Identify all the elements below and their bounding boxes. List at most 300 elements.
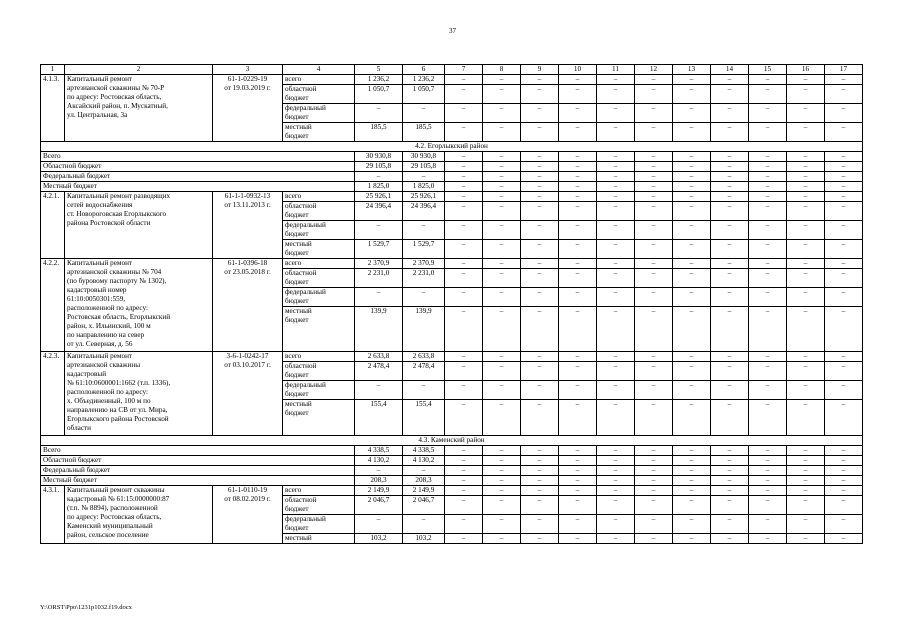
- empty-cell-dash: –: [825, 162, 863, 172]
- total-label: Всего: [41, 152, 355, 162]
- empty-cell-dash: –: [673, 496, 711, 515]
- empty-cell-dash: –: [673, 172, 711, 182]
- text-line: федеральный: [285, 515, 326, 523]
- empty-cell-dash: –: [483, 534, 521, 544]
- column-header: 3: [213, 65, 283, 75]
- text-line: бюджет: [285, 505, 309, 513]
- empty-cell-dash: –: [483, 162, 521, 172]
- value-col5: 2 046,7: [355, 496, 403, 515]
- empty-cell-dash: –: [483, 152, 521, 162]
- item-description: [65, 352, 213, 436]
- text-line: бюджет: [285, 524, 309, 532]
- empty-cell-dash: –: [673, 534, 711, 544]
- empty-cell-dash: –: [635, 269, 673, 288]
- empty-cell-dash: –: [825, 476, 863, 486]
- text-line: федеральный: [285, 288, 326, 296]
- empty-cell-dash: –: [559, 400, 597, 436]
- value-col5: 2 231,0: [355, 269, 403, 288]
- budget-type-label: [283, 362, 355, 381]
- empty-cell-dash: –: [749, 192, 787, 202]
- value-col5: 139,9: [355, 307, 403, 352]
- text-line: № 61:10:0600001:1662 (т.п. 1336),: [67, 379, 171, 387]
- empty-cell-dash: –: [597, 486, 635, 496]
- empty-cell-dash: –: [749, 496, 787, 515]
- empty-cell-dash: –: [445, 75, 483, 85]
- empty-cell-dash: –: [559, 496, 597, 515]
- empty-cell-dash: –: [787, 85, 825, 104]
- empty-cell-dash: –: [825, 446, 863, 456]
- empty-cell-dash: –: [825, 456, 863, 466]
- item-row: [41, 75, 863, 85]
- empty-cell-dash: –: [787, 123, 825, 142]
- value-col5: 1 050,7: [355, 85, 403, 104]
- empty-cell-dash: –: [483, 75, 521, 85]
- empty-cell-dash: –: [825, 152, 863, 162]
- empty-cell-dash: –: [483, 288, 521, 307]
- empty-cell-dash: –: [749, 446, 787, 456]
- empty-cell-dash: –: [483, 221, 521, 240]
- item-description: [65, 75, 213, 142]
- total-label: Областной бюджет: [41, 162, 355, 172]
- empty-cell-dash: –: [749, 362, 787, 381]
- empty-cell-dash: –: [673, 202, 711, 221]
- text-line: бюджет: [285, 409, 309, 417]
- text-line: местный: [285, 307, 312, 315]
- empty-cell-dash: –: [711, 269, 749, 288]
- empty-cell-dash: –: [711, 202, 749, 221]
- text-line: федеральный: [285, 104, 326, 112]
- text-line: от 08.02.2019 г.: [224, 495, 271, 503]
- empty-cell-dash: –: [635, 123, 673, 142]
- empty-cell-dash: –: [673, 466, 711, 476]
- value-col5: 208,3: [355, 476, 403, 486]
- section-row: [41, 436, 863, 446]
- text-line: по адресу: Ростовская область,: [67, 513, 162, 521]
- empty-cell-dash: –: [521, 221, 559, 240]
- text-line: местный: [285, 123, 312, 131]
- empty-cell-dash: –: [749, 221, 787, 240]
- text-line: Капитальный ремонт: [67, 259, 133, 267]
- empty-cell-dash: –: [749, 456, 787, 466]
- budget-type-label: [283, 85, 355, 104]
- empty-cell-dash: –: [597, 192, 635, 202]
- empty-cell-dash: –: [521, 446, 559, 456]
- empty-cell-dash: –: [673, 381, 711, 400]
- empty-cell-dash: –: [597, 352, 635, 362]
- column-header: 10: [559, 65, 597, 75]
- empty-cell-dash: –: [597, 162, 635, 172]
- value-col5: 2 633,8: [355, 352, 403, 362]
- empty-cell-dash: –: [483, 104, 521, 123]
- text-line: кадастровый № 61:15:0000000:87: [67, 495, 170, 503]
- text-line: кадастровый: [67, 370, 107, 378]
- value-col5: 2 478,4: [355, 362, 403, 381]
- empty-cell-dash: –: [749, 352, 787, 362]
- text-line: области: [67, 424, 92, 432]
- item-code: [213, 192, 283, 259]
- empty-cell-dash: –: [749, 202, 787, 221]
- empty-cell-dash: –: [711, 466, 749, 476]
- empty-cell-dash: –: [635, 192, 673, 202]
- empty-cell-dash: –: [445, 381, 483, 400]
- empty-cell-dash: –: [711, 85, 749, 104]
- empty-cell-dash: –: [635, 259, 673, 269]
- empty-cell-dash: –: [673, 476, 711, 486]
- text-line: всего: [285, 259, 302, 267]
- text-line: областной: [285, 362, 317, 370]
- text-line: от 23.05.2018 г.: [224, 268, 271, 276]
- text-line: 61-1-0229-19: [227, 75, 268, 83]
- empty-cell-dash: –: [749, 162, 787, 172]
- column-header: 13: [673, 65, 711, 75]
- empty-cell-dash: –: [445, 307, 483, 352]
- value-col5: 103,2: [355, 534, 403, 544]
- empty-cell-dash: –: [825, 259, 863, 269]
- empty-cell-dash: –: [521, 75, 559, 85]
- value-col6: 2 633,8: [403, 352, 445, 362]
- value-col6: –: [403, 172, 445, 182]
- text-line: артезианской скважины № 70-Р: [67, 84, 165, 92]
- empty-cell-dash: –: [711, 104, 749, 123]
- empty-cell-dash: –: [787, 307, 825, 352]
- empty-cell-dash: –: [635, 400, 673, 436]
- empty-cell-dash: –: [483, 446, 521, 456]
- text-line: бюджет: [285, 278, 309, 286]
- empty-cell-dash: –: [597, 240, 635, 259]
- empty-cell-dash: –: [711, 534, 749, 544]
- item-number: 4.2.3.: [41, 352, 65, 436]
- text-line: бюджет: [285, 230, 309, 238]
- empty-cell-dash: –: [597, 75, 635, 85]
- empty-cell-dash: –: [597, 446, 635, 456]
- empty-cell-dash: –: [635, 221, 673, 240]
- value-col5: 4 338,5: [355, 446, 403, 456]
- empty-cell-dash: –: [711, 486, 749, 496]
- empty-cell-dash: –: [483, 466, 521, 476]
- empty-cell-dash: –: [749, 381, 787, 400]
- text-line: Капитальный ремонт разводящих: [67, 192, 171, 200]
- total-row: [41, 172, 863, 182]
- column-header: 15: [749, 65, 787, 75]
- item-number: 4.1.3.: [41, 75, 65, 142]
- column-header: 8: [483, 65, 521, 75]
- value-col6: 1 825,0: [403, 182, 445, 192]
- empty-cell-dash: –: [483, 456, 521, 466]
- empty-cell-dash: –: [787, 192, 825, 202]
- empty-cell-dash: –: [825, 496, 863, 515]
- empty-cell-dash: –: [673, 221, 711, 240]
- empty-cell-dash: –: [711, 400, 749, 436]
- value-col6: 139,9: [403, 307, 445, 352]
- empty-cell-dash: –: [825, 104, 863, 123]
- empty-cell-dash: –: [749, 240, 787, 259]
- item-row: [41, 259, 863, 269]
- empty-cell-dash: –: [787, 259, 825, 269]
- empty-cell-dash: –: [521, 486, 559, 496]
- empty-cell-dash: –: [445, 240, 483, 259]
- empty-cell-dash: –: [711, 515, 749, 534]
- empty-cell-dash: –: [787, 515, 825, 534]
- text-line: 3-6-1-0242-17: [226, 352, 269, 360]
- empty-cell-dash: –: [635, 172, 673, 182]
- empty-cell-dash: –: [635, 85, 673, 104]
- empty-cell-dash: –: [559, 192, 597, 202]
- item-description: [65, 259, 213, 352]
- empty-cell-dash: –: [673, 269, 711, 288]
- empty-cell-dash: –: [483, 381, 521, 400]
- empty-cell-dash: –: [597, 534, 635, 544]
- empty-cell-dash: –: [597, 496, 635, 515]
- empty-cell-dash: –: [635, 486, 673, 496]
- budget-type-label: [283, 202, 355, 221]
- empty-cell-dash: –: [749, 400, 787, 436]
- budget-type-label: [283, 352, 355, 362]
- empty-cell-dash: –: [749, 307, 787, 352]
- empty-cell-dash: –: [521, 240, 559, 259]
- empty-cell-dash: –: [559, 362, 597, 381]
- text-line: от 03.10.2017 г.: [224, 361, 271, 369]
- total-row: [41, 446, 863, 456]
- total-row: [41, 466, 863, 476]
- empty-cell-dash: –: [635, 288, 673, 307]
- item-code: [213, 486, 283, 544]
- text-line: бюджет: [285, 390, 309, 398]
- empty-cell-dash: –: [711, 381, 749, 400]
- budget-type-label: [283, 75, 355, 85]
- section-title: 4.2. Егорлыкский район: [41, 142, 863, 152]
- section-row: [41, 142, 863, 152]
- empty-cell-dash: –: [597, 85, 635, 104]
- empty-cell-dash: –: [559, 307, 597, 352]
- empty-cell-dash: –: [483, 192, 521, 202]
- value-col6: –: [403, 515, 445, 534]
- empty-cell-dash: –: [559, 240, 597, 259]
- empty-cell-dash: –: [787, 466, 825, 476]
- empty-cell-dash: –: [521, 85, 559, 104]
- empty-cell-dash: –: [787, 486, 825, 496]
- empty-cell-dash: –: [787, 534, 825, 544]
- budget-type-label: [283, 259, 355, 269]
- empty-cell-dash: –: [635, 307, 673, 352]
- value-col6: 2 370,9: [403, 259, 445, 269]
- text-line: бюджет: [285, 94, 309, 102]
- empty-cell-dash: –: [749, 85, 787, 104]
- value-col5: 29 105,8: [355, 162, 403, 172]
- text-line: Егорлыкского района Ростовской: [67, 415, 169, 423]
- text-line: местный: [285, 240, 312, 248]
- empty-cell-dash: –: [597, 221, 635, 240]
- empty-cell-dash: –: [445, 496, 483, 515]
- empty-cell-dash: –: [711, 446, 749, 456]
- empty-cell-dash: –: [635, 352, 673, 362]
- text-line: всего: [285, 75, 302, 83]
- item-number: 4.2.1.: [41, 192, 65, 259]
- value-col6: –: [403, 288, 445, 307]
- empty-cell-dash: –: [711, 496, 749, 515]
- text-line: бюджет: [285, 297, 309, 305]
- empty-cell-dash: –: [749, 152, 787, 162]
- empty-cell-dash: –: [445, 85, 483, 104]
- empty-cell-dash: –: [521, 162, 559, 172]
- total-row: [41, 182, 863, 192]
- budget-type-label: [283, 240, 355, 259]
- total-label: Федеральный бюджет: [41, 172, 355, 182]
- empty-cell-dash: –: [597, 152, 635, 162]
- empty-cell-dash: –: [483, 476, 521, 486]
- text-line: Каменский муниципальный: [67, 522, 153, 530]
- value-col6: 2 149,9: [403, 486, 445, 496]
- empty-cell-dash: –: [711, 240, 749, 259]
- text-line: 61-1-0396-18: [227, 259, 268, 267]
- empty-cell-dash: –: [711, 476, 749, 486]
- text-line: 61-1-0110-19: [227, 486, 268, 494]
- empty-cell-dash: –: [749, 104, 787, 123]
- total-row: [41, 456, 863, 466]
- empty-cell-dash: –: [635, 476, 673, 486]
- text-line: (по буровому паспорту № 1302),: [67, 277, 167, 285]
- empty-cell-dash: –: [787, 476, 825, 486]
- column-header: 4: [283, 65, 355, 75]
- empty-cell-dash: –: [787, 269, 825, 288]
- empty-cell-dash: –: [711, 307, 749, 352]
- empty-cell-dash: –: [521, 202, 559, 221]
- empty-cell-dash: –: [559, 75, 597, 85]
- empty-cell-dash: –: [635, 515, 673, 534]
- value-col6: 103,2: [403, 534, 445, 544]
- empty-cell-dash: –: [673, 75, 711, 85]
- empty-cell-dash: –: [711, 152, 749, 162]
- empty-cell-dash: –: [559, 352, 597, 362]
- empty-cell-dash: –: [787, 362, 825, 381]
- empty-cell-dash: –: [445, 162, 483, 172]
- section-title: 4.3. Каменский район: [41, 436, 863, 446]
- value-col6: 2 478,4: [403, 362, 445, 381]
- empty-cell-dash: –: [635, 446, 673, 456]
- empty-cell-dash: –: [445, 400, 483, 436]
- item-row: [41, 486, 863, 496]
- budget-type-label: [283, 192, 355, 202]
- empty-cell-dash: –: [711, 182, 749, 192]
- empty-cell-dash: –: [445, 466, 483, 476]
- text-line: бюджет: [285, 371, 309, 379]
- empty-cell-dash: –: [673, 400, 711, 436]
- empty-cell-dash: –: [483, 259, 521, 269]
- text-line: район, сельское поселение: [67, 531, 149, 539]
- empty-cell-dash: –: [749, 515, 787, 534]
- empty-cell-dash: –: [749, 534, 787, 544]
- empty-cell-dash: –: [445, 123, 483, 142]
- empty-cell-dash: –: [787, 288, 825, 307]
- empty-cell-dash: –: [445, 446, 483, 456]
- text-line: Аксайский район, п. Мускатный,: [67, 102, 168, 110]
- empty-cell-dash: –: [521, 496, 559, 515]
- budget-table: [40, 64, 863, 544]
- empty-cell-dash: –: [559, 288, 597, 307]
- empty-cell-dash: –: [559, 456, 597, 466]
- empty-cell-dash: –: [559, 104, 597, 123]
- empty-cell-dash: –: [483, 172, 521, 182]
- item-description: [65, 486, 213, 544]
- empty-cell-dash: –: [787, 496, 825, 515]
- total-label: Областной бюджет: [41, 456, 355, 466]
- empty-cell-dash: –: [483, 352, 521, 362]
- empty-cell-dash: –: [597, 259, 635, 269]
- value-col6: 4 130,2: [403, 456, 445, 466]
- item-code: [213, 75, 283, 142]
- empty-cell-dash: –: [711, 288, 749, 307]
- empty-cell-dash: –: [445, 269, 483, 288]
- value-col5: 1 236,2: [355, 75, 403, 85]
- value-col6: –: [403, 466, 445, 476]
- empty-cell-dash: –: [521, 352, 559, 362]
- empty-cell-dash: –: [673, 152, 711, 162]
- empty-cell-dash: –: [521, 288, 559, 307]
- empty-cell-dash: –: [673, 446, 711, 456]
- empty-cell-dash: –: [559, 269, 597, 288]
- empty-cell-dash: –: [673, 192, 711, 202]
- empty-cell-dash: –: [825, 534, 863, 544]
- value-col5: –: [355, 104, 403, 123]
- text-line: бюджет: [285, 211, 309, 219]
- empty-cell-dash: –: [521, 269, 559, 288]
- budget-type-label: [283, 515, 355, 534]
- empty-cell-dash: –: [825, 352, 863, 362]
- value-col5: –: [355, 515, 403, 534]
- empty-cell-dash: –: [635, 152, 673, 162]
- text-line: направлению на СВ от ул. Мира,: [67, 406, 168, 414]
- text-line: бюджет: [285, 249, 309, 257]
- budget-type-label: [283, 400, 355, 436]
- empty-cell-dash: –: [749, 486, 787, 496]
- empty-cell-dash: –: [673, 240, 711, 259]
- text-line: всего: [285, 352, 302, 360]
- empty-cell-dash: –: [445, 534, 483, 544]
- empty-cell-dash: –: [673, 515, 711, 534]
- text-line: областной: [285, 85, 317, 93]
- file-path-footer: Y:\ORST\Ppo\1231p1032.f19.docx: [40, 604, 132, 611]
- value-col6: 4 338,5: [403, 446, 445, 456]
- value-col6: 29 105,8: [403, 162, 445, 172]
- empty-cell-dash: –: [825, 75, 863, 85]
- column-header: 16: [787, 65, 825, 75]
- text-line: федеральный: [285, 381, 326, 389]
- empty-cell-dash: –: [711, 456, 749, 466]
- empty-cell-dash: –: [673, 362, 711, 381]
- value-col5: –: [355, 288, 403, 307]
- empty-cell-dash: –: [445, 515, 483, 534]
- empty-cell-dash: –: [521, 259, 559, 269]
- empty-cell-dash: –: [597, 123, 635, 142]
- empty-cell-dash: –: [787, 152, 825, 162]
- empty-cell-dash: –: [445, 288, 483, 307]
- empty-cell-dash: –: [597, 288, 635, 307]
- value-col5: 2 149,9: [355, 486, 403, 496]
- value-col5: 24 396,4: [355, 202, 403, 221]
- empty-cell-dash: –: [483, 269, 521, 288]
- text-line: по направлению на север: [67, 331, 145, 339]
- text-line: всего: [285, 192, 302, 200]
- empty-cell-dash: –: [483, 486, 521, 496]
- empty-cell-dash: –: [673, 307, 711, 352]
- empty-cell-dash: –: [597, 476, 635, 486]
- value-col6: 2 231,0: [403, 269, 445, 288]
- column-header: 6: [403, 65, 445, 75]
- empty-cell-dash: –: [787, 381, 825, 400]
- value-col6: 1 050,7: [403, 85, 445, 104]
- empty-cell-dash: –: [825, 288, 863, 307]
- empty-cell-dash: –: [445, 486, 483, 496]
- column-header: 11: [597, 65, 635, 75]
